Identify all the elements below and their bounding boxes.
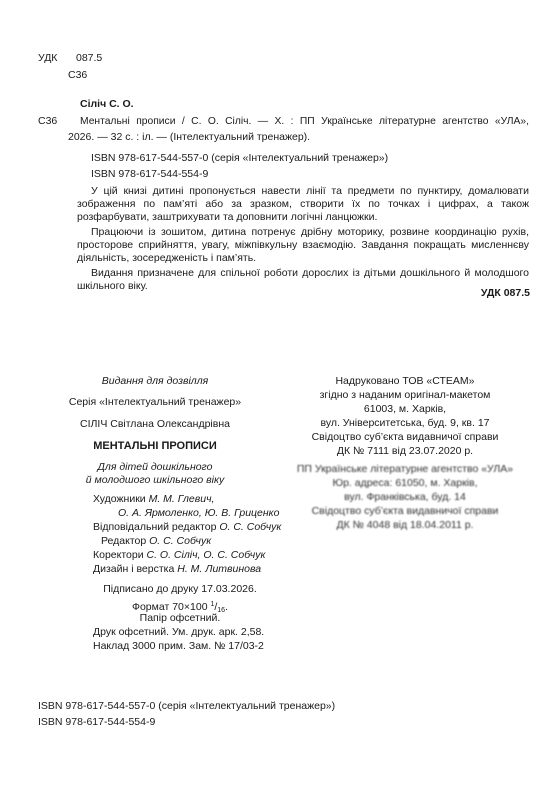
udk-top-label: УДК <box>38 52 58 64</box>
publisher-line-5: ДК № 4048 від 18.04.2011 р. <box>336 519 474 531</box>
catalog-description-line1: Ментальні прописи / С. О. Сіліч. — Х. : ПП Українське літературне агентство «УЛА», <box>80 116 529 127</box>
classification-code: С36 <box>68 69 88 81</box>
bottom-isbn: ISBN 978-617-544-554-9 <box>38 716 156 728</box>
credit-line-5 <box>93 549 265 562</box>
annotation-paragraph-3: Видання призначене для спільної роботи дорослих із дітьми дошкільного й молодшого шкільного віку. <box>77 267 529 292</box>
udk-bottom: УДК 087.5 <box>480 287 530 299</box>
catalog-isbn: ISBN 978-617-544-554-9 <box>91 168 209 180</box>
printer-line-6: ДК № 7111 від 23.07.2020 р. <box>336 445 474 457</box>
credit-role: Редактор <box>101 535 150 547</box>
publisher-line-2: Юр. адреса: 61050, м. Харків, <box>332 477 478 489</box>
credit-names: Н. М. Литвинова <box>177 563 262 575</box>
printer-line-1: Надруковано ТОВ «СТЕАМ» <box>335 375 475 387</box>
edition-note: Видання для дозвілля <box>101 375 209 387</box>
catalog-margin-code: С36 <box>38 115 58 127</box>
publisher-line-1: ПП Українське літературне агентство «УЛА» <box>296 463 514 475</box>
credit-role: Художники <box>93 493 149 505</box>
print-run: Наклад 3000 прим. Зам. № 17/03-2 <box>93 640 264 652</box>
credit-line-6 <box>93 563 261 576</box>
paper-type: Папір офсетний. <box>139 612 221 624</box>
credit-line-2 <box>118 507 279 520</box>
print-info: Друк офсетний. Ум. друк. арк. 2,58. <box>93 626 265 638</box>
credit-names: О. С. Собчук <box>149 535 212 547</box>
credit-role: Коректори <box>93 549 147 561</box>
credit-role: Відповідальний редактор <box>93 521 220 533</box>
series-name: Серія «Інтелектуальний тренажер» <box>68 396 242 408</box>
catalog-description-line2: 2026. — 32 с. : іл. — (Інтелектуальний тренажер). <box>68 131 311 143</box>
catalog-isbn-series: ISBN 978-617-544-557-0 (серія «Інтелектуальний тренажер») <box>91 152 389 164</box>
printer-line-3: 61003, м. Харків, <box>363 403 447 415</box>
printer-line-5: Свідоцтво суб’єкта видавничої справи <box>311 431 499 443</box>
credit-names: О. А. Ярмоленко, Ю. В. Гриценко <box>118 507 280 519</box>
format-prefix: Формат 70×100 <box>131 601 211 613</box>
credit-line-3 <box>93 521 281 534</box>
bottom-isbn-series: ISBN 978-617-544-557-0 (серія «Інтелектуальний тренажер») <box>38 700 336 712</box>
subtitle-line1: Для дітей дошкільного <box>97 461 213 473</box>
subtitle-line2: й молодшого шкільного віку <box>85 474 225 486</box>
annotation-paragraph-2: Працюючи із зошитом, дитина потренує дрібну моторику, розвине координацію рухів, просторове сприйняття, увагу, міжпівкульну взаємодію. Завдання покращать мисленнєву діяльність, зосередженість і пам’ять. <box>77 226 529 264</box>
credit-line-1 <box>93 493 214 506</box>
credit-names: С. О. Сіліч, О. С. Собчук <box>146 549 266 561</box>
format-numerator: 1 <box>210 601 215 608</box>
publisher-line-4: Свідоцтво суб’єкта видавничої справи <box>311 505 499 517</box>
printer-line-4: вул. Університетська, буд. 9, кв. 17 <box>320 417 490 429</box>
catalog-annotation <box>77 185 529 293</box>
credit-names: М. М. Глевич, <box>148 493 215 505</box>
signed-for-print: Підписано до друку 17.03.2026. <box>103 583 257 595</box>
credit-line-4 <box>101 535 211 548</box>
paper-format: Формат 70×100 $^1/_{16}$. <box>131 601 228 614</box>
printer-line-2: згідно з наданим оригінал-макетом <box>319 389 491 401</box>
catalog-author: Сіліч С. О. <box>80 98 134 110</box>
credit-names: О. С. Собчук <box>219 521 282 533</box>
annotation-paragraph-1: У цій книзі дитині пропонується навести лінії та предмети по пунктиру, домалювати зображення по пам’яті або за зразком, створити їх по точках і цифрах, а також розфарбувати, заштрихувати та доповнити логічні ланцюжки. <box>77 185 529 223</box>
author-full-name: СІЛІЧ Світлана Олександрівна <box>80 418 230 430</box>
book-title: МЕНТАЛЬНІ ПРОПИСИ <box>93 440 217 452</box>
format-denominator: 16 <box>217 607 226 614</box>
publisher-line-3: вул. Франківська, буд. 14 <box>344 491 466 503</box>
udk-top-value: 087.5 <box>76 52 103 64</box>
format-suffix: . <box>225 601 228 613</box>
credit-role: Дизайн і верстка <box>93 563 178 575</box>
